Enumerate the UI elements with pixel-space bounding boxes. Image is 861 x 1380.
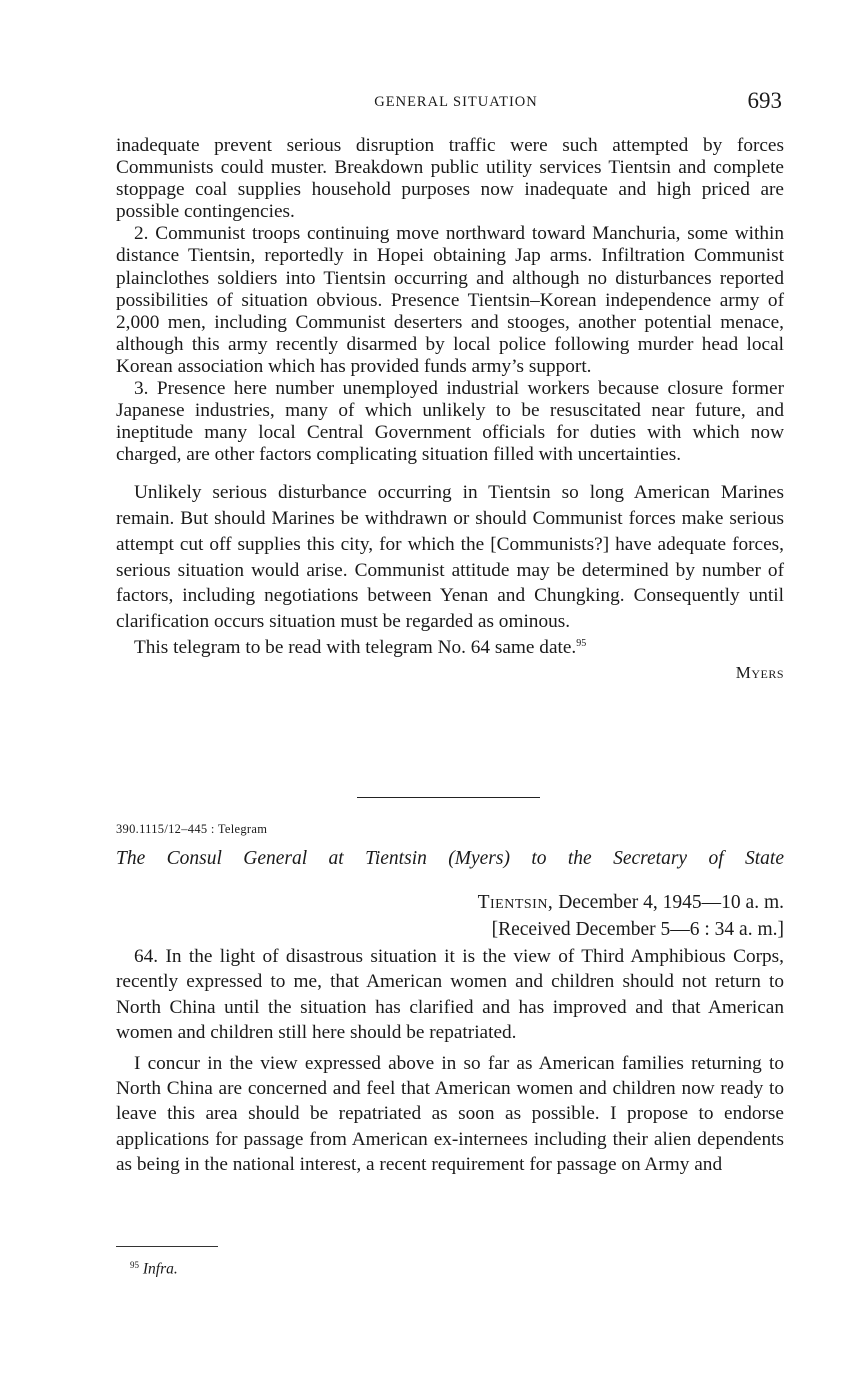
section-divider <box>357 797 540 798</box>
file-reference: 390.1115/12–445 : Telegram <box>116 822 268 836</box>
telegram-paragraph-2: I concur in the view expressed above in so far as American families returning to North China are concerned and feel that American women and children now ready to leave this area should be repatriated as soon as possible. I propose to endorse applications for passage from American ex-internees including their alien dependents as being in the national interest, a recent requirement for passage on Army and <box>116 1052 784 1176</box>
telegram-paragraph-1: 64. In the light of disastrous situation it is the view of Third Amphibious Corps, recently expressed to me, that American women and children should not return to North China until the situation has clarified and has improved and that American women and children still here should be repatriated. <box>116 946 784 1044</box>
paragraph-2: 2. Communist troops continuing move northward toward Manchuria, some within distance Tientsin, reportedly in Hopei obtaining Jap arms. Infiltration Communist plainclothes soldiers into Tientsin occurring and although no disturbances reported possibilities of situation obvious. Presence Tientsin–Korean independence army of 2,000 men, including Communist deserters and stooges, another potential menace, although this army recently disarmed by local police following murder head local Korean association which has provided funds army’s support. <box>116 223 784 377</box>
paragraph-reference <box>116 635 784 661</box>
footnote-text: Infra. <box>142 1260 178 1278</box>
paragraph-conclusion: Unlikely serious disturbance occurring in Tientsin so long American Marines remain. But should Marines be withdrawn or should Communist forces make serious attempt cut off supplies this city, for which the [Communists?] have adequate forces, serious situation would arise. Communist attitude may be determined by number of factors, including negotiations between Yenan and Chungking. Consequently until clarification occurs situation must be regarded as ominous. <box>116 482 784 632</box>
paragraph-continuation: inadequate prevent serious disruption traffic were such attempted by forces Communists could muster. Breakdown public utility services Tientsin and complete stoppage coal supplies household purposes now inadequate and high priced are possible contingencies. <box>116 135 784 223</box>
footnote-marker: 95 <box>130 1260 139 1270</box>
footnote <box>130 1260 178 1278</box>
page-header <box>116 88 784 122</box>
dateline-date: December 4, 1945—10 a. m. <box>558 892 784 913</box>
report-body <box>116 135 784 686</box>
dateline-received: [Received December 5—6 : 34 a. m.] <box>491 919 784 940</box>
footnote-ref: 95 <box>576 637 587 649</box>
dateline-place: Tientsin, <box>477 892 554 913</box>
paragraph-3: 3. Presence here number unemployed industrial workers because closure former Japanese industries, many of which unlikely to be resuscitated near future, and ineptitude many local Central Government officials for duties with which now charged, are other factors complicating situation filled with uncertainties. <box>116 378 784 466</box>
footnote-divider <box>116 1246 218 1247</box>
dateline-sent <box>478 889 784 916</box>
telegram-body <box>116 944 784 1178</box>
reference-text: This telegram to be read with telegram No. 64 same date. <box>134 636 577 658</box>
document-title: The Consul General at Tientsin (Myers) to the Secretary of State <box>116 848 784 869</box>
page-number: 693 <box>747 88 782 113</box>
dateline <box>478 889 784 943</box>
signature: Myers <box>735 663 784 683</box>
running-head: GENERAL SITUATION <box>374 94 538 110</box>
